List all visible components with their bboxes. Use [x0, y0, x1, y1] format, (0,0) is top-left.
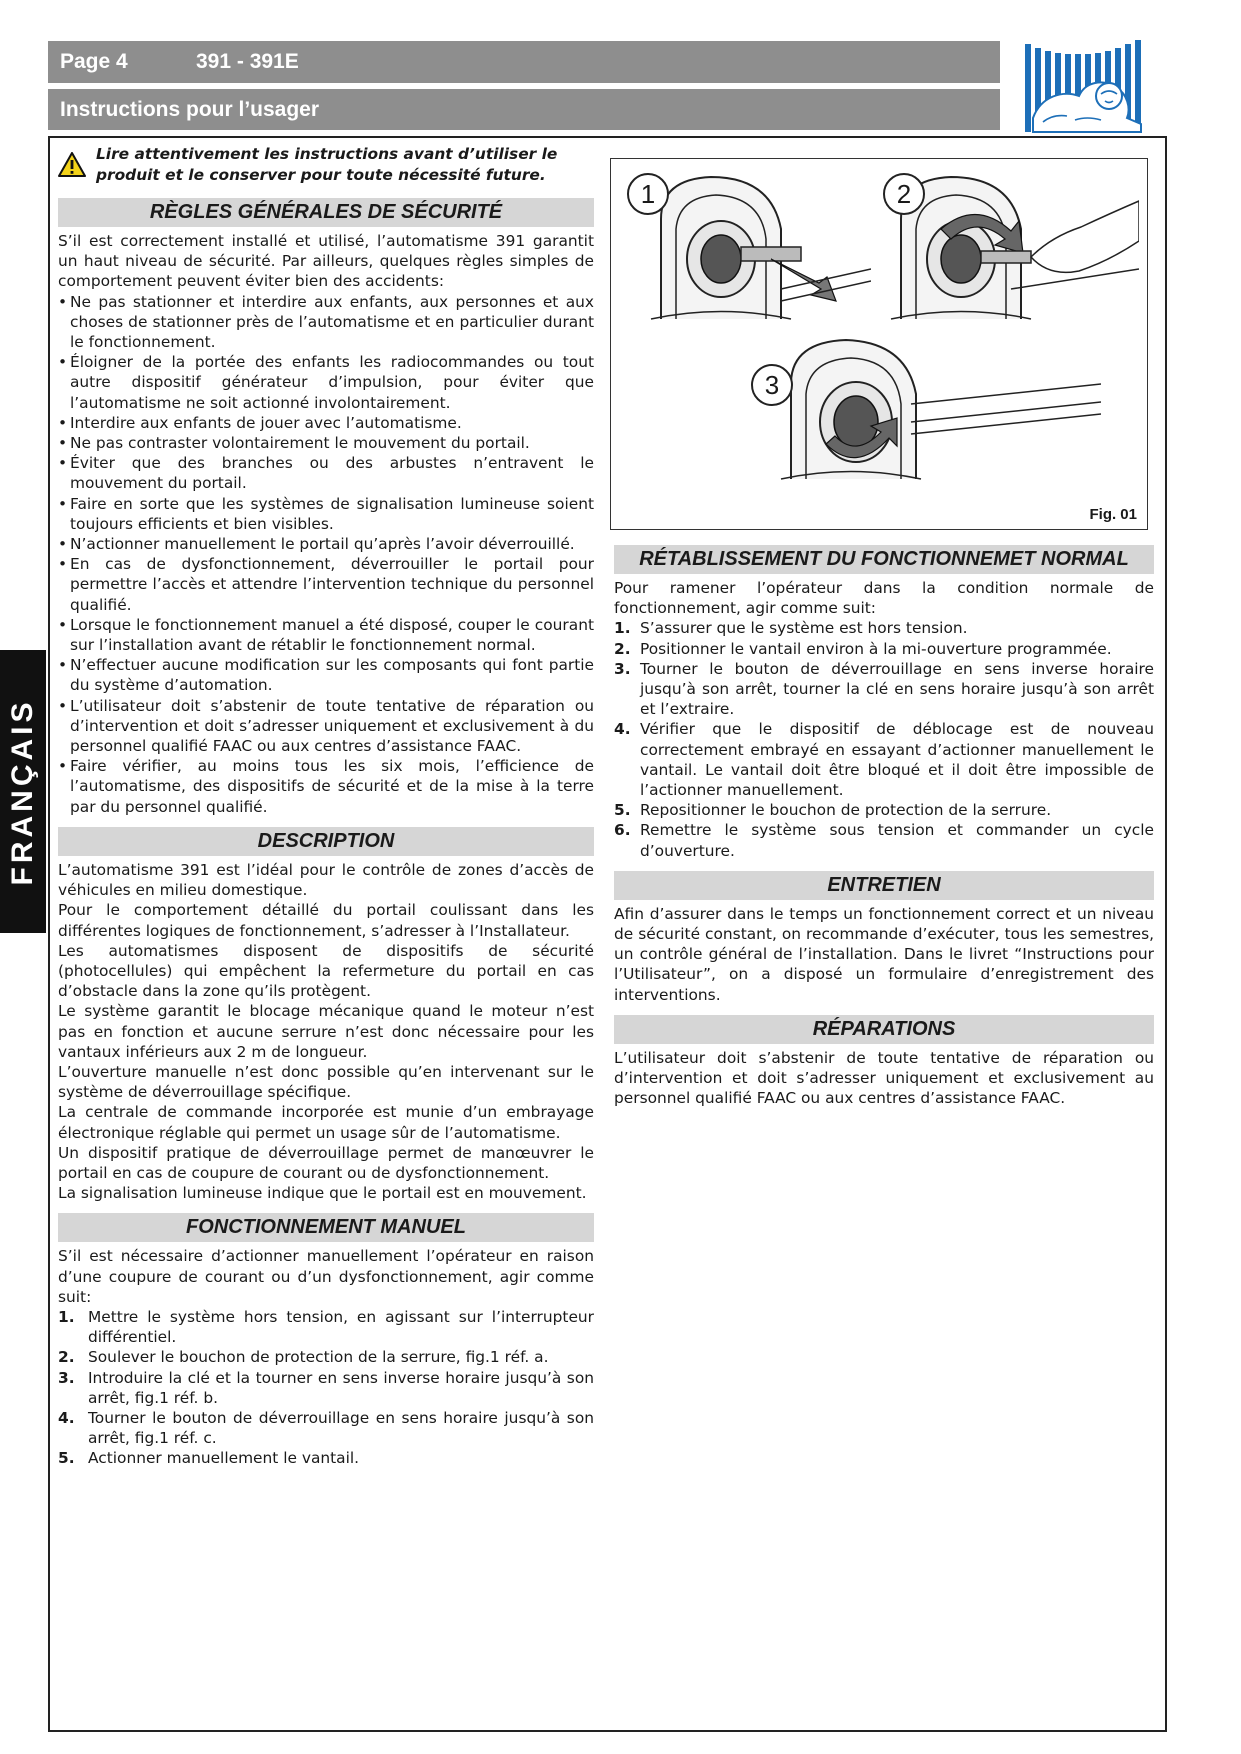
list-item: • Lorsque le fonctionnement manuel a été disposé, couper le courant sur l’installation avant de rétablir le fonctionnement normal.	[58, 615, 594, 655]
warning-triangle-icon	[58, 152, 86, 177]
description-paragraph: La centrale de commande incorporée est munie d’un embrayage électronique réglable qui permet un usage sûr de l’automatisme.	[58, 1103, 594, 1142]
step-item	[58, 1347, 594, 1367]
step-number: 4.	[614, 720, 631, 739]
step-text: Soulever le bouchon de protection de la serrure, fig.1 réf. a.	[88, 1348, 549, 1367]
description-paragraph: L’ouverture manuelle n’est donc possible qu’en intervenant sur le système de déverrouillage spécifique.	[58, 1062, 594, 1102]
step-number: 1.	[58, 1307, 75, 1326]
warning-notice	[58, 140, 594, 190]
section-title-manuel: FONCTIONNEMENT MANUEL	[58, 1213, 594, 1242]
list-item: • Ne pas stationner et interdire aux enfants, aux personnes et aux choses de stationner près de l’automatisme et en particulier durant le fonctionnement.	[58, 292, 594, 353]
step-number: 3.	[58, 1368, 75, 1387]
step-text: Remettre le système sous tension et commander un cycle d’ouverture.	[640, 821, 1154, 860]
entretien-text: Afin d’assurer dans le temps un fonctionnement correct et un niveau de sécurité constant, on recommande d’exécuter, tous les semestres, un contrôle général de l’installation. Dans le livret “Instructions pour l’Utilisateur”, on a disposé un formulaire d’enregistrement des interventions.	[614, 904, 1154, 1004]
step-number: 4.	[58, 1408, 75, 1427]
step-item	[614, 820, 1154, 860]
step-text: Introduire la clé et la tourner en sens inverse horaire jusqu’à son arrêt, fig.1 réf. b.	[88, 1368, 594, 1407]
step-item	[614, 659, 1154, 720]
manuel-steps	[58, 1307, 594, 1469]
list-item: • En cas de dysfonctionnement, déverrouiller le portail pour permettre l’accès et attendre l’intervention technique du personnel qualifié.	[58, 554, 594, 615]
step-badge: 1	[627, 173, 669, 215]
warning-text: Lire attentivement les instructions avant d’utiliser le produit et le conserver pour toute nécessité future.	[96, 145, 558, 184]
list-item: • N’effectuer aucune modification sur les composants qui font partie du système d’automation.	[58, 655, 594, 695]
step-number: 5.	[614, 801, 631, 820]
section-title-retablissement: RÉTABLISSEMENT DU FONCTIONNEMET NORMAL	[614, 545, 1154, 574]
description-paragraph: La signalisation lumineuse indique que le portail est en mouvement.	[58, 1184, 587, 1203]
section-title-description: DESCRIPTION	[58, 827, 594, 856]
step-badge: 2	[883, 173, 925, 215]
retablissement-intro: Pour ramener l’opérateur dans la condition normale de fonctionnement, agir comme suit:	[614, 579, 1154, 618]
page-subtitle: Instructions pour l’usager	[60, 97, 320, 121]
step-text: Tourner le bouton de déverrouillage en sens inverse horaire jusqu’à son arrêt, tourner la clé en sens horaire jusqu’à son arrêt et l’extraire.	[640, 659, 1154, 719]
retablissement-steps	[614, 618, 1154, 860]
step-number: 2.	[58, 1348, 75, 1367]
list-item: • Interdire aux enfants de jouer avec l’automatisme.	[58, 413, 594, 433]
list-item: • Faire en sorte que les systèmes de signalisation lumineuse soient toujours efficients et bien visibles.	[58, 494, 594, 534]
step-item	[58, 1307, 594, 1347]
language-tab	[0, 650, 46, 933]
list-item: • N’actionner manuellement le portail qu’après l’avoir déverrouillé.	[58, 534, 594, 554]
reparations-text: L’utilisateur doit s’abstenir de toute tentative de réparation ou d’intervention et doit s’adresser uniquement et exclusivement au personnel qualifié FAAC ou aux centres d’assistance FAAC.	[614, 1048, 1154, 1108]
right-column	[614, 545, 1154, 1108]
step-item	[614, 639, 1154, 659]
step-text: Positionner le vantail environ à la mi-ouverture programmée.	[640, 639, 1112, 658]
step-number: 1.	[614, 619, 631, 638]
description-paragraph: Le système garantit le blocage mécanique quand le moteur n’est pas en fonction et aucune serrure n’est donc nécessaire pour les vantaux inférieurs aux 2 m de longueur.	[58, 1002, 594, 1061]
list-item: • Éviter que des branches ou des arbustes n’entravent le mouvement du portail.	[58, 453, 594, 493]
description-paragraph: L’automatisme 391 est l’idéal pour le contrôle de zones d’accès de véhicules en milieu domestique.	[58, 860, 594, 900]
step-item	[614, 618, 1154, 638]
faac-lion-logo	[1023, 38, 1151, 135]
figure-label: Fig. 01	[1089, 506, 1137, 523]
figure-panel-3-illustration	[771, 334, 1101, 484]
securite-intro: S’il est correctement installé et utilisé, l’automatisme 391 garantit un haut niveau de sécurité. Par ailleurs, quelques règles simples de comportement peuvent éviter bien des accidents:	[58, 232, 594, 291]
step-text: Vérifier que le dispositif de déblocage est de nouveau correctement embrayé en essayant d’actionner manuellement le vantail. Le vantail doit être bloqué et il doit être impossible de l’actionner manuellement.	[640, 720, 1154, 800]
page-number: Page 4	[60, 50, 128, 73]
list-item: • Ne pas contraster volontairement le mouvement du portail.	[58, 433, 594, 453]
step-item	[58, 1368, 594, 1408]
step-text: Mettre le système hors tension, en agissant sur l’interrupteur différentiel.	[88, 1307, 594, 1347]
step-text: Actionner manuellement le vantail.	[88, 1449, 360, 1468]
section-title-reparations: RÉPARATIONS	[614, 1015, 1154, 1044]
step-item	[614, 719, 1154, 800]
step-badge: 3	[751, 364, 793, 406]
step-item	[58, 1448, 594, 1468]
step-item	[614, 800, 1154, 820]
step-number: 6.	[614, 821, 631, 840]
list-item: • L’utilisateur doit s’abstenir de toute tentative de réparation ou d’intervention et doit s’adresser uniquement et exclusivement à du personnel qualifié FAAC ou aux centres d’assistance FAAC.	[58, 696, 594, 757]
step-text: Tourner le bouton de déverrouillage en sens horaire jusqu’à son arrêt, fig.1 réf. c.	[88, 1408, 594, 1448]
description-paragraph: Un dispositif pratique de déverrouillage permet de manœuvrer le portail en cas de coupure de courant ou de dysfonctionnement.	[58, 1143, 594, 1182]
manuel-intro: S’il est nécessaire d’actionner manuellement l’opérateur en raison d’une coupure de courant ou d’un dysfonctionnement, agir comme suit:	[58, 1247, 594, 1306]
step-number: 2.	[614, 639, 631, 658]
list-item: • Faire vérifier, au moins tous les six mois, l’efficience de l’automatisme, des dispositifs de sécurité et de la mise à la terre par du personnel qualifié.	[58, 756, 594, 817]
model-number: 391 - 391E	[196, 50, 299, 73]
description-paragraph: Pour le comportement détaillé du portail coulissant dans les différentes logiques de fonctionnement, s’adresser à l’Installateur.	[58, 901, 594, 940]
step-number: 3.	[614, 659, 631, 678]
securite-list	[58, 292, 594, 817]
figure-01	[610, 158, 1148, 530]
subtitle-bar	[48, 89, 1000, 130]
section-title-entretien: ENTRETIEN	[614, 871, 1154, 900]
step-text: Repositionner le bouchon de protection de la serrure.	[640, 801, 1052, 820]
left-column	[58, 140, 594, 1469]
step-item	[58, 1408, 594, 1448]
list-item: • Éloigner de la portée des enfants les radiocommandes ou tout autre dispositif générateur d’impulsion, pour éviter que l’automatisme ne soit actionné involontairement.	[58, 352, 594, 413]
step-text: S’assurer que le système est hors tension.	[640, 619, 968, 638]
section-title-securite: RÈGLES GÉNÉRALES DE SÉCURITÉ	[58, 198, 594, 227]
description-paragraph: Les automatismes disposent de dispositifs de sécurité (photocellules) qui empêchent la refermeture du portail en cas d’obstacle dans la zone qu’ils protègent.	[58, 941, 594, 1001]
step-number: 5.	[58, 1449, 75, 1468]
page-header-bar	[48, 41, 1000, 83]
language-label: FRANÇAIS	[6, 698, 39, 885]
